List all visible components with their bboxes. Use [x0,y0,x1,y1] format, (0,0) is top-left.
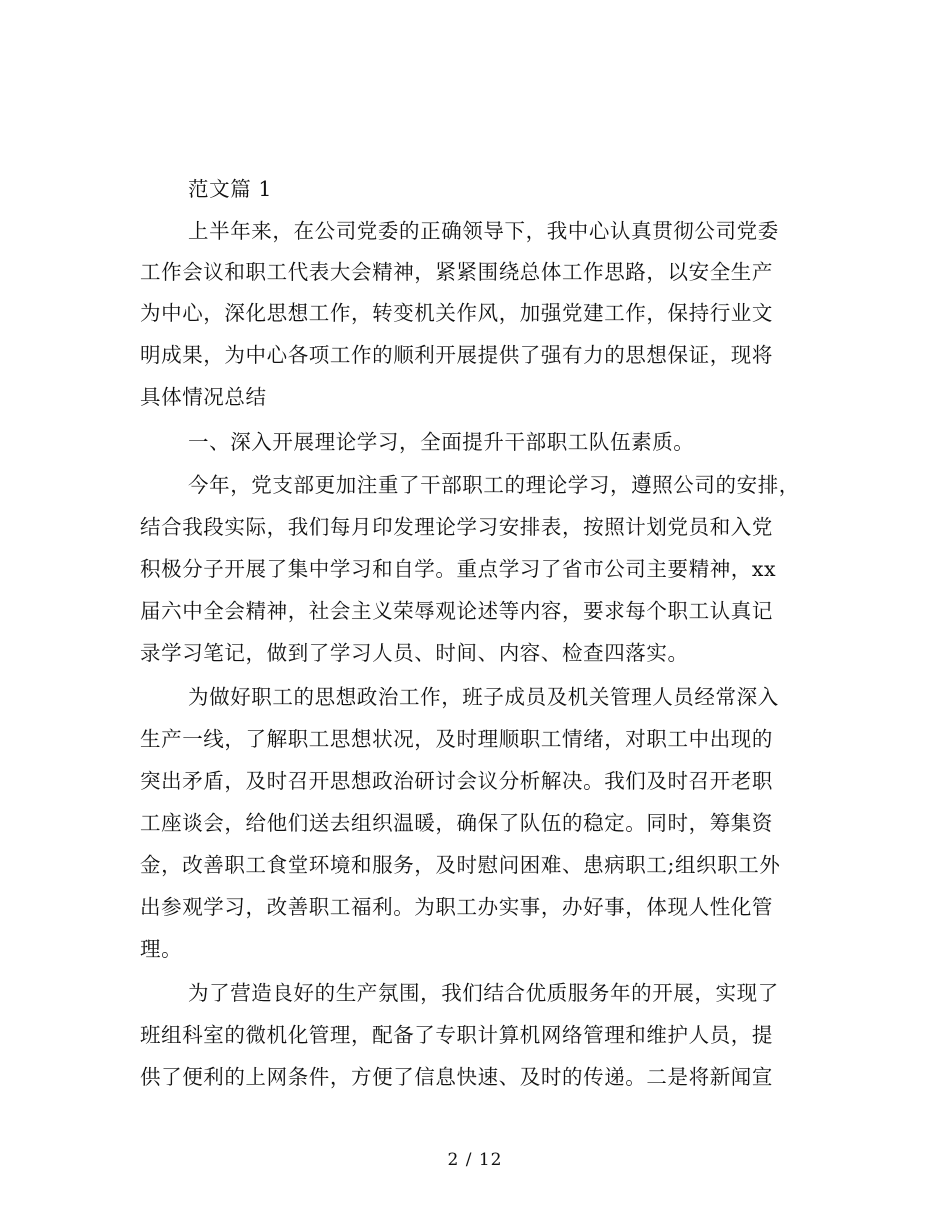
subsection-heading: 一、深入开展理论学习，全面提升干部职工队伍素质。 [188,430,695,454]
section-heading: 范文篇 1 [188,177,273,201]
paragraph-line: 供了便利的上网条件，方便了信息快速、及时的传递。二是将新闻宣 [140,1065,773,1089]
paragraph-line: 生产一线，了解职工思想状况，及时理顺职工情绪，对职工中出现的 [140,727,773,751]
paragraph-line: 届六中全会精神，社会主义荣辱观论述等内容，要求每个职工认真记 [140,599,773,623]
paragraph-line: 积极分子开展了集中学习和自学。重点学习了省市公司主要精神，xx [140,557,777,581]
paragraph-line: 金，改善职工食堂环境和服务，及时慰问困难、患病职工;组织职工外 [140,853,781,877]
paragraph-line: 具体情况总结 [140,385,267,409]
paragraph-line: 班组科室的微机化管理，配备了专职计算机网络管理和维护人员，提 [140,1023,773,1047]
paragraph-line: 上半年来，在公司党委的正确领导下，我中心认真贯彻公司党委 [188,219,779,243]
paragraph-line: 为做好职工的思想政治工作，班子成员及机关管理人员经常深入 [188,685,779,709]
paragraph-line: 录学习笔记，做到了学习人员、时间、内容、检查四落实。 [140,641,689,665]
page-number: 2 / 12 [447,1150,503,1170]
paragraph-line: 突出矛盾，及时召开思想政治研讨会议分析解决。我们及时召开老职 [140,769,773,793]
paragraph-line: 为了营造良好的生产氛围，我们结合优质服务年的开展，实现了 [188,981,779,1005]
paragraph-line: 出参观学习，改善职工福利。为职工办实事，办好事，体现人性化管 [140,895,773,919]
paragraph-line: 今年，党支部更加注重了干部职工的理论学习，遵照公司的安排， [188,473,800,497]
paragraph-line: 工作会议和职工代表大会精神，紧紧围绕总体工作思路，以安全生产 [140,260,773,284]
paragraph-line: 工座谈会，给他们送去组织温暖，确保了队伍的稳定。同时，筹集资 [140,811,773,835]
paragraph-line: 为中心，深化思想工作，转变机关作风，加强党建工作，保持行业文 [140,301,773,325]
paragraph-line: 理。 [140,937,183,961]
paragraph-line: 结合我段实际，我们每月印发理论学习安排表，按照计划党员和入党 [140,515,773,539]
paragraph-line: 明成果，为中心各项工作的顺利开展提供了强有力的思想保证，现将 [140,343,773,367]
